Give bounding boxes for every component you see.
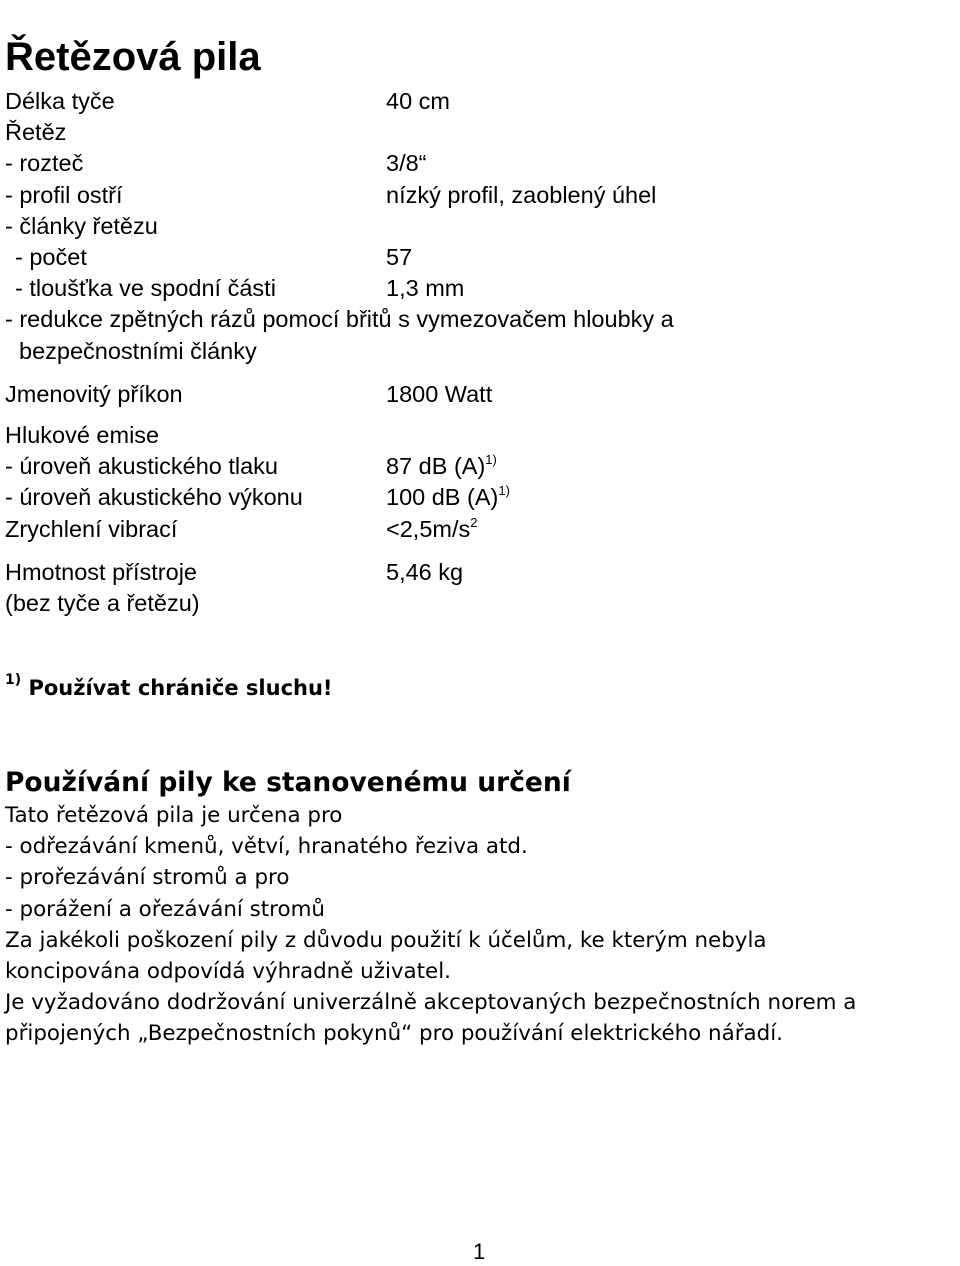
spec-label: - redukce zpětných rázů pomocí břitů s vymezovačem hloubky a bbox=[5, 306, 674, 333]
spec-value bbox=[386, 482, 510, 513]
spec-vibration bbox=[5, 514, 955, 545]
spec-label: - úroveň akustického tlaku bbox=[5, 453, 279, 480]
intended-use-section bbox=[5, 766, 960, 1050]
spec-value: 3/8“ bbox=[386, 150, 427, 177]
spec-link-count bbox=[5, 242, 955, 273]
spec-value bbox=[386, 514, 477, 545]
spec-label: - počet bbox=[15, 244, 87, 271]
spec-chain-heading bbox=[5, 117, 955, 148]
spec-label: - úroveň akustického výkonu bbox=[5, 484, 303, 511]
spec-value-text: 87 dB (A) bbox=[386, 453, 486, 480]
spec-value: 57 bbox=[386, 244, 413, 271]
paragraph-line: - porážení a ořezávání stromů bbox=[5, 896, 325, 922]
spec-kickback-line-1 bbox=[5, 304, 955, 335]
page-title: Řetězová pila bbox=[5, 34, 261, 79]
footnote-ref: 1) bbox=[498, 483, 510, 499]
spec-rated-power bbox=[5, 379, 955, 410]
paragraph-line: připojených „Bezpečnostních pokynů“ pro používání elektrického nářadí. bbox=[5, 1021, 783, 1047]
spec-pitch bbox=[5, 148, 955, 179]
paragraph-line: Za jakékoli poškození pily z důvodu použití k účelům, ke kterým nebyla bbox=[5, 927, 767, 953]
spec-link-thickness bbox=[5, 273, 955, 304]
spec-value: nízký profil, zaoblený úhel bbox=[386, 181, 657, 208]
spec-cutter-profile bbox=[5, 180, 955, 211]
spec-weight-note bbox=[5, 588, 955, 619]
exponent: 2 bbox=[470, 514, 478, 530]
hearing-protection-note bbox=[5, 673, 333, 703]
spec-label: bezpečnostními články bbox=[19, 337, 257, 364]
spec-noise-heading bbox=[5, 420, 955, 451]
spec-sound-power bbox=[5, 482, 955, 513]
spec-bar-length bbox=[5, 86, 955, 117]
technical-specifications bbox=[5, 86, 955, 619]
paragraph-line: - prořezávání stromů a pro bbox=[5, 865, 290, 891]
spec-weight bbox=[5, 557, 955, 588]
spec-label: Řetěz bbox=[5, 119, 67, 146]
paragraph-line: koncipována odpovídá výhradně uživatel. bbox=[5, 959, 451, 985]
spec-value: 1,3 mm bbox=[386, 275, 465, 302]
spec-label: Délka tyče bbox=[5, 88, 115, 114]
spec-value: 40 cm bbox=[386, 88, 450, 114]
footnote-ref: 1) bbox=[485, 452, 497, 468]
footnote-mark: 1) bbox=[5, 672, 22, 688]
spec-value: 5,46 kg bbox=[386, 558, 464, 585]
section-heading: Používání pily ke stanovenému určení bbox=[5, 767, 571, 798]
spec-label: Jmenovitý příkon bbox=[5, 380, 183, 407]
paragraph-line: - odřezávání kmenů, větví, hranatého řeziva atd. bbox=[5, 834, 528, 860]
spec-label: - tloušťka ve spodní části bbox=[15, 275, 276, 302]
footnote-text: Používat chrániče sluchu! bbox=[28, 676, 333, 700]
spec-label: (bez tyče a řetězu) bbox=[5, 590, 200, 617]
paragraph-line: Tato řetězová pila je určena pro bbox=[5, 803, 343, 828]
spec-kickback-line-2 bbox=[5, 336, 955, 367]
spec-sound-pressure bbox=[5, 451, 955, 482]
spec-label: - rozteč bbox=[5, 150, 84, 177]
page-number: 1 bbox=[473, 1239, 486, 1264]
spec-value bbox=[386, 451, 497, 482]
spec-label: Zrychlení vibrací bbox=[5, 515, 178, 542]
spec-value-text: <2,5m/s bbox=[386, 515, 471, 542]
spec-value: 1800 Watt bbox=[386, 380, 493, 407]
spec-label: - profil ostří bbox=[5, 181, 123, 208]
spec-label: Hlukové emise bbox=[5, 422, 160, 449]
paragraph-line: Je vyžadováno dodržování univerzálně akceptovaných bezpečnostních norem a bbox=[5, 990, 857, 1016]
spec-value-text: 100 dB (A) bbox=[386, 484, 499, 511]
spec-label: - články řetězu bbox=[5, 212, 158, 239]
spec-label: Hmotnost přístroje bbox=[5, 558, 197, 585]
spec-links-heading bbox=[5, 211, 955, 242]
